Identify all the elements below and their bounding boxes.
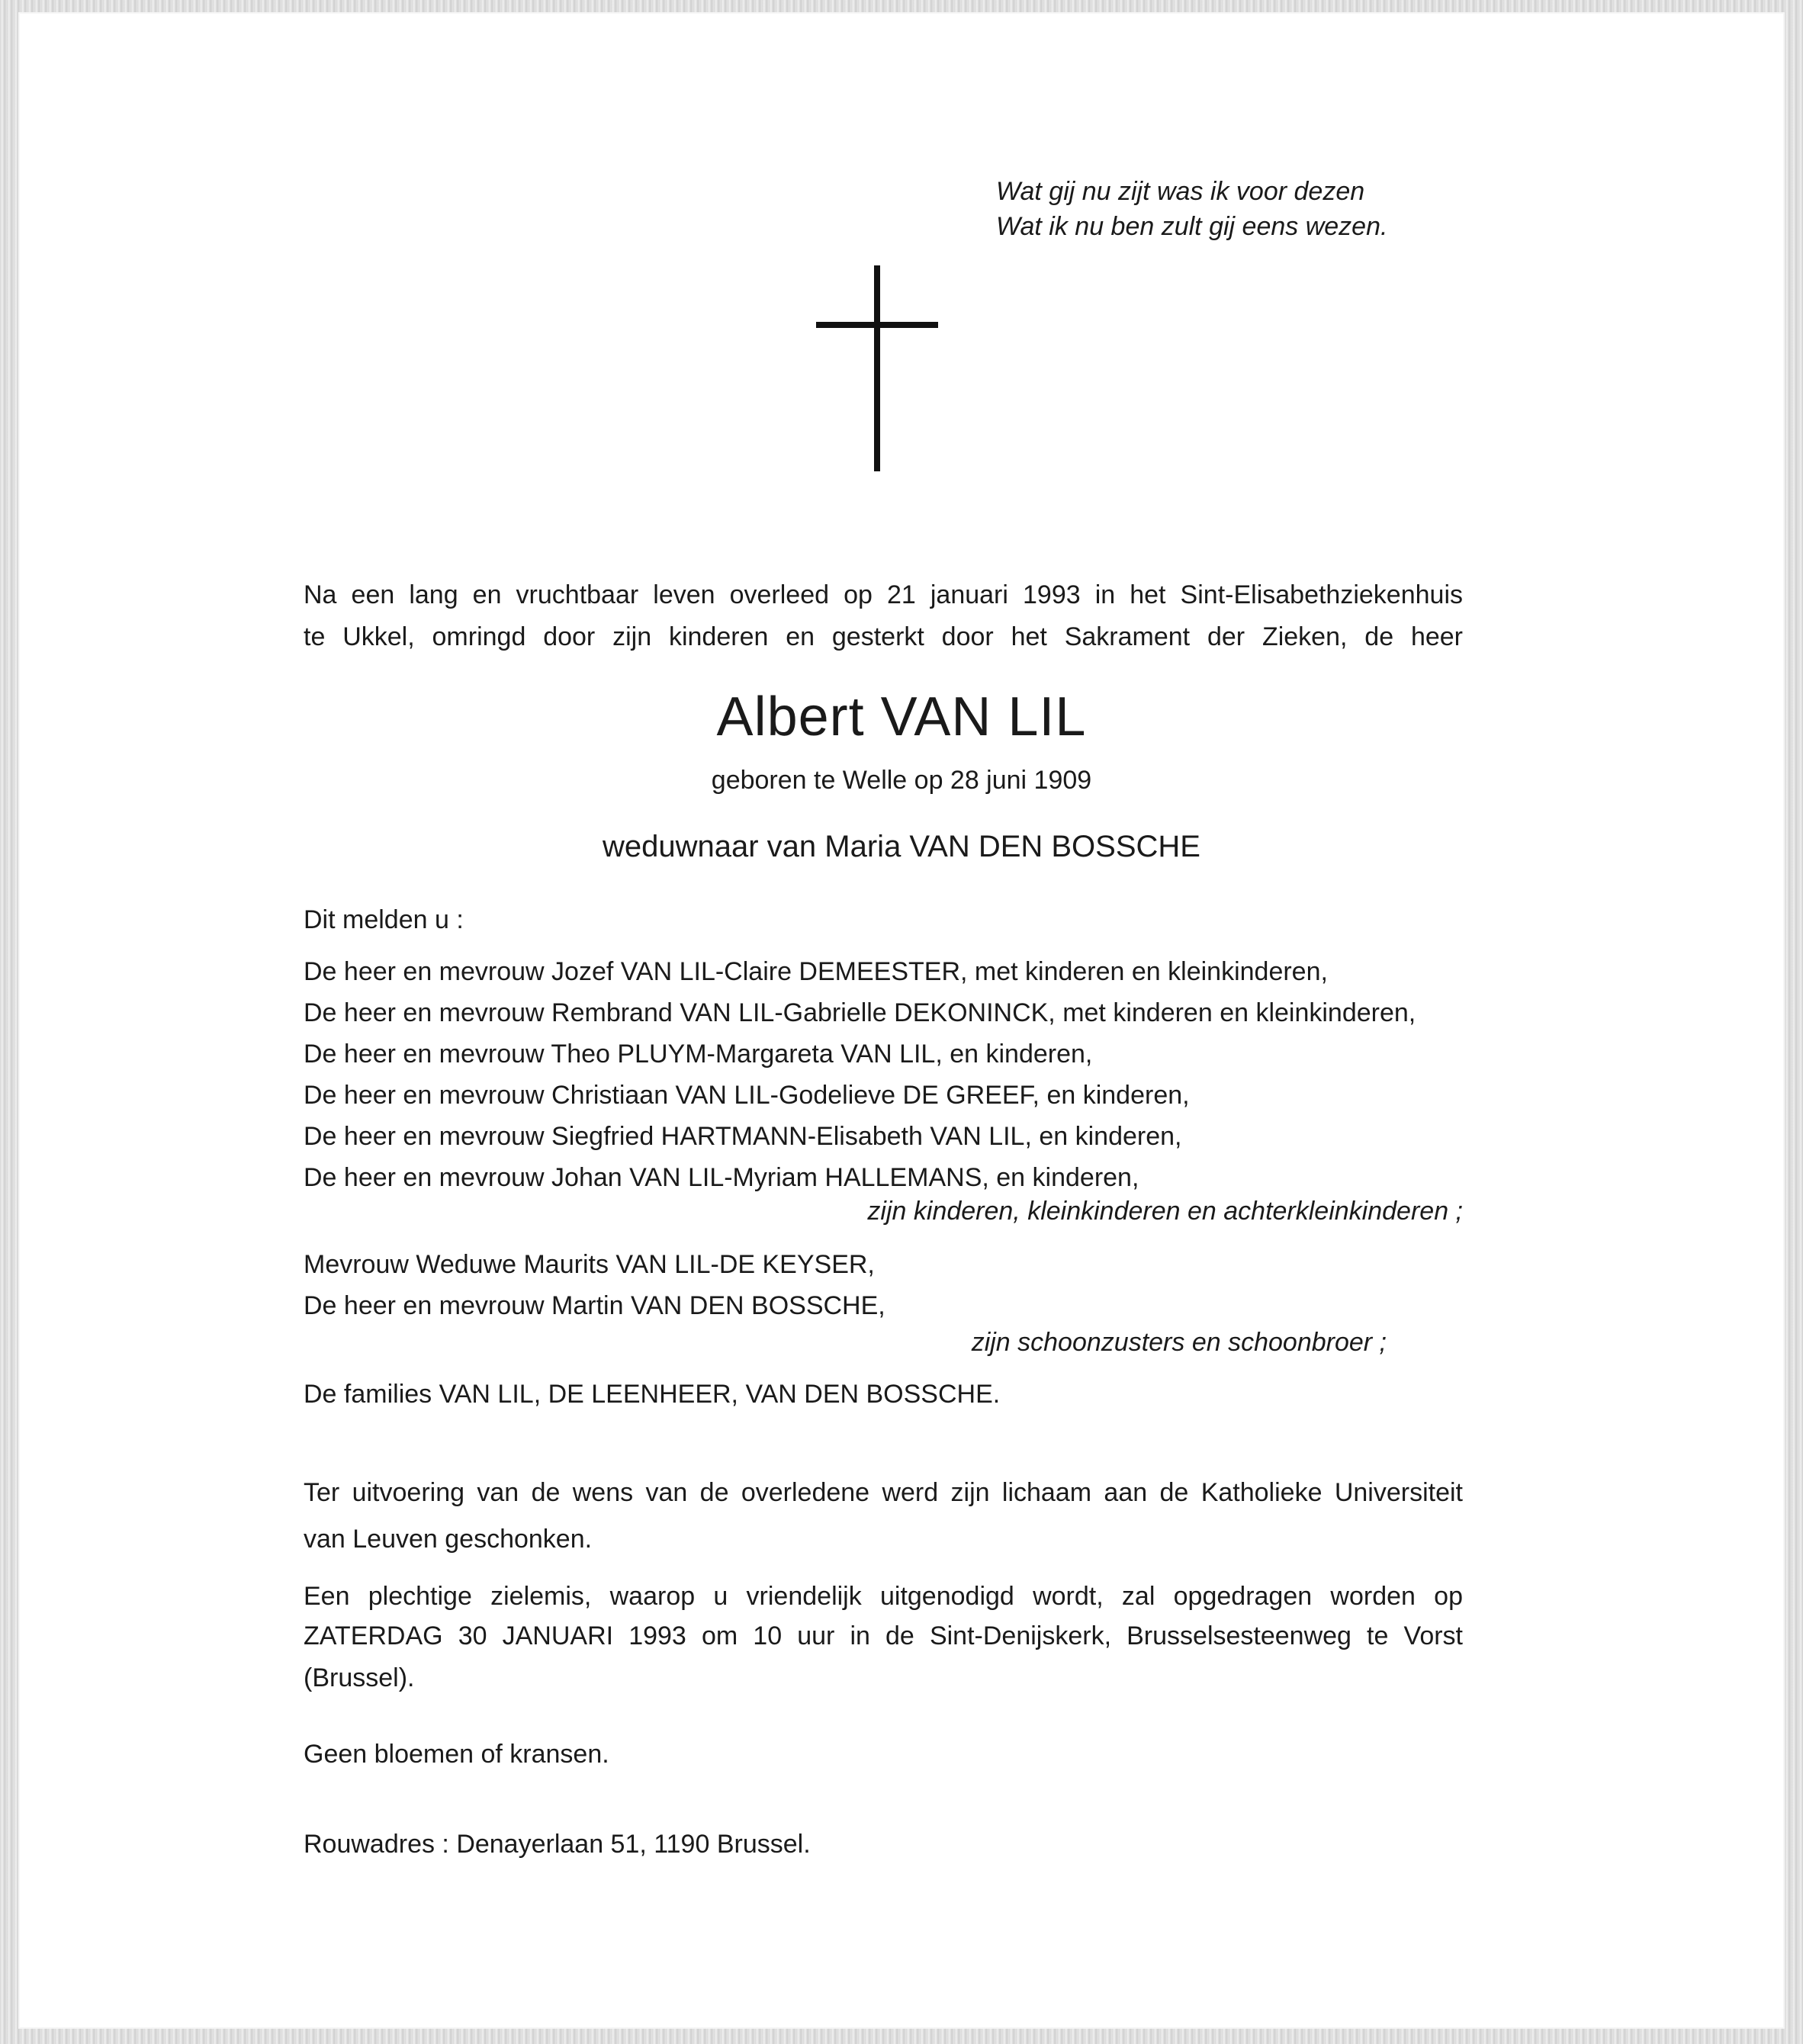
announce-line: Dit melden u : — [304, 905, 464, 934]
widower-line: weduwnaar van Maria VAN DEN BOSSCHE — [603, 830, 1200, 863]
memorial-quote — [996, 174, 1423, 244]
cross-horizontal-bar — [816, 322, 938, 328]
intro-line-1: Na een lang en vruchtbaar leven overleed op 21 januari 1993 in het Sint-Elisabethziekenhuis — [304, 580, 1463, 609]
child-line-2: De heer en mevrouw Rembrand VAN LIL-Gabrielle DEKONINCK, met kinderen en kleinkinderen, — [304, 998, 1416, 1027]
mass-line-3: (Brussel). — [304, 1663, 415, 1692]
quote-line-1: Wat gij nu zijt was ik voor dezen — [996, 177, 1365, 206]
children-caption: zijn kinderen, kleinkinderen en achterkleinkinderen ; — [867, 1197, 1463, 1226]
no-flowers-line: Geen bloemen of kransen. — [304, 1740, 609, 1769]
death-notice-card — [20, 14, 1783, 2027]
child-line-3: De heer en mevrouw Theo PLUYM-Margareta VAN LIL, en kinderen, — [304, 1040, 1093, 1069]
address-line: Rouwadres : Denayerlaan 51, 1190 Brussel. — [304, 1830, 811, 1859]
latin-cross-icon — [816, 265, 938, 471]
child-line-6: De heer en mevrouw Johan VAN LIL-Myriam HALLEMANS, en kinderen, — [304, 1163, 1139, 1192]
donation-line-1: Ter uitvoering van de wens van de overledene werd zijn lichaam aan de Katholieke Universiteit — [304, 1478, 1463, 1507]
child-line-5: De heer en mevrouw Siegfried HARTMANN-Elisabeth VAN LIL, en kinderen, — [304, 1122, 1182, 1151]
deceased-name: Albert VAN LIL — [716, 686, 1087, 747]
intro-line-2: te Ukkel, omringd door zijn kinderen en gesterkt door het Sakrament der Zieken, de heer — [304, 622, 1463, 651]
birth-line: geboren te Welle op 28 juni 1909 — [711, 766, 1092, 795]
mass-line-1: Een plechtige zielemis, waarop u vriendelijk uitgenodigd wordt, zal opgedragen worden op — [304, 1582, 1463, 1611]
child-line-1: De heer en mevrouw Jozef VAN LIL-Claire DEMEESTER, met kinderen en kleinkinderen, — [304, 957, 1328, 986]
in-laws-caption: zijn schoonzusters en schoonbroer ; — [971, 1328, 1387, 1357]
families-line: De families VAN LIL, DE LEENHEER, VAN DEN BOSSCHE. — [304, 1380, 1001, 1409]
in-law-line-1: Mevrouw Weduwe Maurits VAN LIL-DE KEYSER, — [304, 1250, 875, 1279]
donation-line-2: van Leuven geschonken. — [304, 1525, 593, 1554]
in-law-line-2: De heer en mevrouw Martin VAN DEN BOSSCHE, — [304, 1291, 885, 1320]
cross-vertical-bar — [874, 265, 880, 471]
mass-line-2: ZATERDAG 30 JANUARI 1993 om 10 uur in de Sint-Denijskerk, Brusselsesteenweg te Vorst — [304, 1621, 1463, 1650]
child-line-4: De heer en mevrouw Christiaan VAN LIL-Godelieve DE GREEF, en kinderen, — [304, 1081, 1190, 1110]
quote-line-2: Wat ik nu ben zult gij eens wezen. — [996, 212, 1388, 241]
